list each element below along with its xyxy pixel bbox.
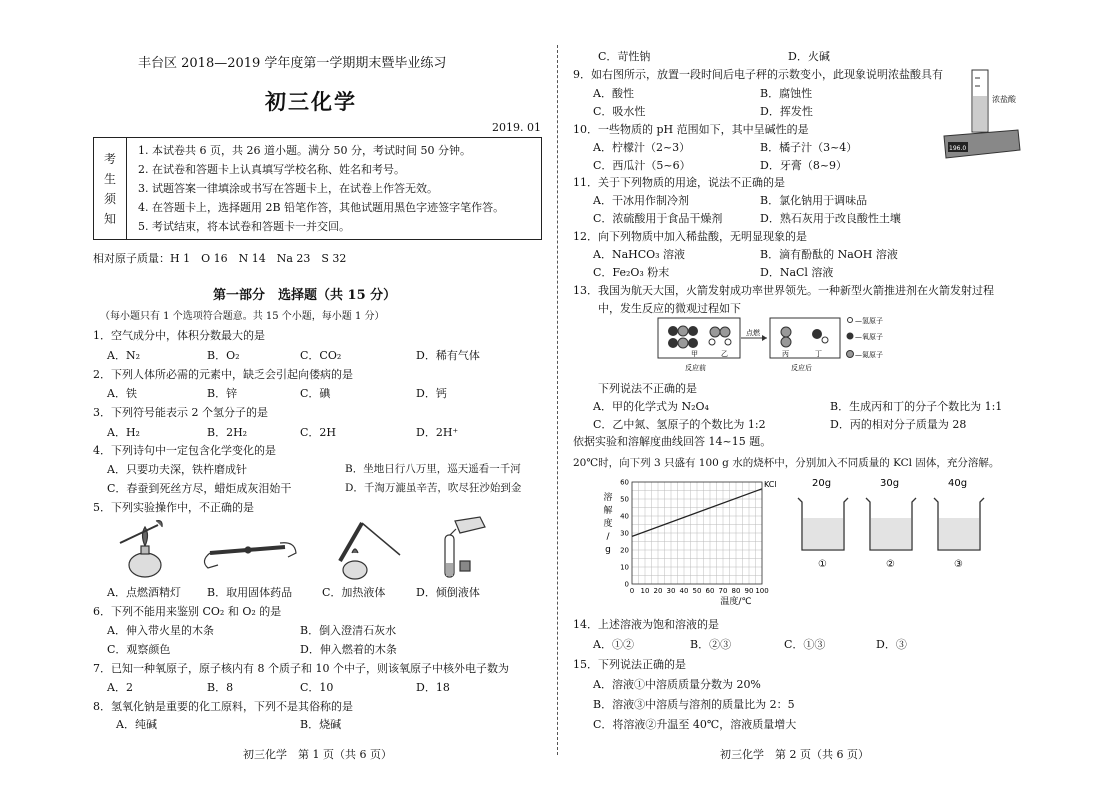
- y-tick-label: 20: [620, 546, 629, 555]
- option: C．碘: [300, 387, 331, 400]
- page-footer-left: 初三化学 第 1 页（共 6 页）: [243, 748, 392, 761]
- question-stem: 5．下列实验操作中，不正确的是: [93, 501, 254, 514]
- y-axis-label-char: 度: [603, 519, 613, 529]
- exam-date: 2019. 01: [492, 121, 541, 134]
- option: A．铁: [107, 387, 137, 400]
- x-tick-label: 90: [744, 587, 754, 595]
- option: B．烧碱: [300, 718, 342, 731]
- notice-item: 5. 考试结束，将本试卷和答题卡一并交回。: [138, 220, 350, 233]
- question-stem: 7．已知一种氧原子，原子核内有 8 个质子和 10 个中子，则该氧原子中核外电子数为: [93, 662, 509, 675]
- question-stem: 3．下列符号能表示 2 个氢分子的是: [93, 406, 268, 419]
- y-axis-label-char: g: [605, 545, 611, 555]
- option: C．加热液体: [322, 586, 386, 599]
- intro-text: 20℃时，向下列 3 只盛有 100 g 水的烧杯中，分别加入不同质量的 KCl 固体，充分溶解。: [573, 457, 1000, 469]
- option: C．乙中氮、氢原子的个数比为 1:2: [593, 418, 766, 431]
- option: D．伸入燃着的木条: [300, 643, 397, 656]
- option: B．O₂: [207, 349, 240, 362]
- option: B．氯化钠用于调味品: [760, 194, 868, 207]
- part1-title: 第一部分 选择题（共 15 分）: [213, 288, 397, 303]
- option: D．熟石灰用于改良酸性土壤: [760, 212, 901, 225]
- notice-item: 4. 在答题卡上，选择题用 2B 铅笔作答，其他试题用黑色字迹签字笔作答。: [138, 201, 505, 214]
- beaker-mass: 30g: [880, 478, 900, 489]
- option: D．丙的相对分子质量为 28: [830, 418, 967, 431]
- x-axis-label: 温度/℃: [720, 597, 752, 607]
- question-stem: 9．如右图所示，放置一段时间后电子秤的示数变小，此现象说明浓盐酸具有: [573, 68, 943, 81]
- x-tick-label: 30: [666, 587, 676, 595]
- arrow-label: 点燃: [746, 329, 760, 337]
- option: B．锌: [207, 387, 238, 400]
- option: B．8: [207, 681, 234, 694]
- option: A．2: [107, 681, 133, 694]
- option: A．柠檬汁（2~3）: [593, 141, 691, 154]
- option: C．春蚕到死丝方尽，蜡炬成灰泪始干: [107, 482, 292, 495]
- option: B．坐地日行八万里，巡天遥看一千河: [345, 463, 521, 475]
- y-tick-label: 60: [620, 478, 629, 487]
- x-tick-label: 0: [629, 587, 635, 595]
- x-tick-label: 10: [640, 587, 650, 595]
- question-stem: 8．氢氧化钠是重要的化工原料，下列不是其俗称的是: [93, 700, 353, 713]
- x-tick-label: 50: [692, 587, 702, 595]
- option: A．点燃酒精灯: [107, 586, 181, 599]
- x-tick-label: 100: [755, 587, 769, 595]
- alcohol-lamp-figure: [120, 521, 162, 577]
- option: D．火碱: [788, 50, 830, 63]
- notice-list: [138, 141, 504, 236]
- question-stem: 2．下列人体所必需的元素中，缺乏会引起向偻病的是: [93, 368, 353, 381]
- notice-box: [93, 137, 542, 240]
- beaker-mass: 40g: [948, 478, 968, 489]
- option: D．钙: [416, 387, 447, 400]
- option: A．伸入带火星的木条: [107, 624, 214, 637]
- option: D．挥发性: [760, 105, 813, 118]
- notice-item: 1. 本试卷共 6 页，共 26 道小题。满分 50 分，考试时间 50 分钟。: [138, 144, 471, 157]
- option: C．CO₂: [300, 349, 342, 362]
- beaker-label: ③: [954, 559, 963, 570]
- notice-item: 3. 试题答案一律填涂或书写在答题卡上，在试卷上作答无效。: [138, 182, 438, 195]
- question-stem-cont: 中，发生反应的微观过程如下: [598, 302, 741, 315]
- option: B．生成丙和丁的分子个数比为 1:1: [830, 400, 1003, 413]
- option: D．倾倒液体: [416, 586, 480, 599]
- option: A．N₂: [107, 349, 140, 362]
- y-tick-label: 10: [620, 563, 629, 572]
- question-stem: 12．向下列物质中加入稀盐酸，无明显现象的是: [573, 230, 807, 243]
- x-tick-label: 40: [679, 587, 689, 595]
- option: B．倒入澄清石灰水: [300, 624, 397, 637]
- y-axis-label-char: 溶: [603, 493, 613, 503]
- part1-note: （每小题只有 1 个选项符合题意。共 15 个小题，每小题 1 分）: [100, 311, 385, 322]
- question-stem: 6．下列不能用来鉴别 CO₂ 和 O₂ 的是: [93, 605, 282, 618]
- beaker-3: [934, 478, 984, 570]
- option: A．酸性: [593, 87, 634, 100]
- option: B．腐蚀性: [760, 87, 813, 100]
- series-label: KCl: [764, 479, 777, 489]
- option: B．橘子汁（3~4）: [760, 141, 858, 154]
- option: B．取用固体药品: [207, 586, 293, 599]
- heat-liquid-figure: [340, 523, 400, 579]
- option: A．NaHCO₃ 溶液: [593, 248, 686, 261]
- option: A．干冰用作制冷剂: [593, 194, 689, 207]
- solubility-chart: [598, 474, 780, 609]
- label-after: 反应后: [791, 364, 812, 372]
- option: C．西瓜汁（5~6）: [593, 159, 691, 172]
- option: A．①②: [593, 638, 634, 651]
- x-tick-label: 20: [653, 587, 663, 595]
- option: B．②③: [690, 638, 732, 651]
- label-ding: 丁: [815, 350, 822, 358]
- legend-item: —氧原子: [855, 333, 883, 341]
- label-bing: 丙: [782, 350, 789, 358]
- option: C．Fe₂O₃ 粉末: [593, 266, 670, 279]
- notice-item: 2. 在试卷和答题卡上认真填写学校名称、姓名和考号。: [138, 163, 405, 176]
- label-jia: 甲: [691, 350, 698, 358]
- legend-item: —氮原子: [855, 351, 883, 359]
- reaction-diagram: [655, 316, 895, 372]
- electronic-scale-figure: [940, 66, 1025, 164]
- y-tick-label: 40: [620, 512, 629, 521]
- option: D．2H⁺: [416, 426, 459, 439]
- option: D．③: [876, 638, 907, 651]
- notice-side-label: 考 生 须 知: [94, 138, 127, 239]
- option: A．甲的化学式为 N₂O₄: [593, 400, 709, 413]
- question-stem: 1．空气成分中，体积分数最大的是: [93, 329, 265, 342]
- question-stem: 11．关于下列物质的用途，说法不正确的是: [573, 176, 785, 189]
- pour-liquid-figure: [445, 517, 485, 577]
- option: A．纯碱: [116, 718, 157, 731]
- beaker-mass: 20g: [812, 478, 832, 489]
- option: B．滴有酚酞的 NaOH 溶液: [760, 248, 898, 261]
- option: C．观察颜色: [107, 643, 171, 656]
- y-tick-label: 30: [620, 529, 629, 538]
- beaker-label: ②: [886, 559, 895, 570]
- option: A．H₂: [107, 426, 140, 439]
- page-footer-right: 初三化学 第 2 页（共 6 页）: [720, 748, 869, 761]
- exam-header-title: 丰台区 2018—2019 学年度第一学期期末暨毕业练习: [138, 56, 447, 71]
- option: D．NaCl 溶液: [760, 266, 834, 279]
- label-before: 反应前: [685, 364, 706, 372]
- question-stem: 14．上述溶液为饱和溶液的是: [573, 618, 719, 631]
- question-stem: 4．下列诗句中一定包含化学变化的是: [93, 444, 276, 457]
- question-stem: 13．我国为航天大国，火箭发射成功率世界领先。一种新型火箭推进剂在火箭发射过程: [573, 284, 994, 297]
- beaker-1: [798, 478, 848, 570]
- option: D．牙膏（8~9）: [760, 159, 848, 172]
- option: C．2H: [300, 426, 337, 439]
- question-stem: 15．下列说法正确的是: [573, 658, 686, 671]
- option: C．①③: [784, 638, 826, 651]
- page-divider: [557, 45, 558, 755]
- page-title: 初三化学: [265, 89, 357, 114]
- lab-operation-figures: [100, 513, 540, 583]
- y-tick-label: 0: [624, 580, 629, 589]
- intro-text: 依据实验和溶解度曲线回答 14~15 题。: [573, 435, 772, 448]
- y-axis-label-char: 解: [603, 506, 613, 516]
- y-tick-label: 50: [620, 495, 629, 504]
- tube-solid-figure: [204, 543, 296, 568]
- option: A．溶液①中溶质质量分数为 20%: [593, 678, 761, 691]
- beakers-figure: [790, 474, 1005, 574]
- x-tick-label: 80: [731, 587, 741, 595]
- x-tick-label: 70: [718, 587, 728, 595]
- question-sub: 下列说法不正确的是: [598, 382, 697, 395]
- beaker-2: [866, 478, 916, 570]
- option: B．溶液③中溶质与溶剂的质量比为 2：5: [593, 698, 795, 711]
- y-axis-label-char: /: [606, 532, 610, 542]
- label-yi: 乙: [721, 350, 728, 358]
- option: D．千淘万漉虽辛苦，吹尽狂沙始到金: [345, 482, 522, 494]
- option: C．将溶液②升温至 40℃，溶液质量增大: [593, 718, 797, 731]
- option: B．2H₂: [207, 426, 248, 439]
- option: D．稀有气体: [416, 349, 480, 362]
- scale-reading: 196.0: [949, 145, 967, 152]
- legend-item: —氢原子: [855, 317, 883, 325]
- figure-label: 浓盐酸: [992, 95, 1016, 104]
- option: C．吸水性: [593, 105, 646, 118]
- beaker-label: ①: [818, 559, 827, 570]
- option: C．10: [300, 681, 334, 694]
- option: D．18: [416, 681, 450, 694]
- question-stem: 10．一些物质的 pH 范围如下，其中呈碱性的是: [573, 123, 809, 136]
- option: A．只要功夫深，铁杵磨成针: [107, 463, 247, 476]
- x-tick-label: 60: [705, 587, 715, 595]
- option: C．苛性钠: [598, 50, 651, 63]
- atomic-mass-line: 相对原子质量：H 1 O 16 N 14 Na 23 S 32: [93, 252, 347, 265]
- option: C．浓硫酸用于食品干燥剂: [593, 212, 723, 225]
